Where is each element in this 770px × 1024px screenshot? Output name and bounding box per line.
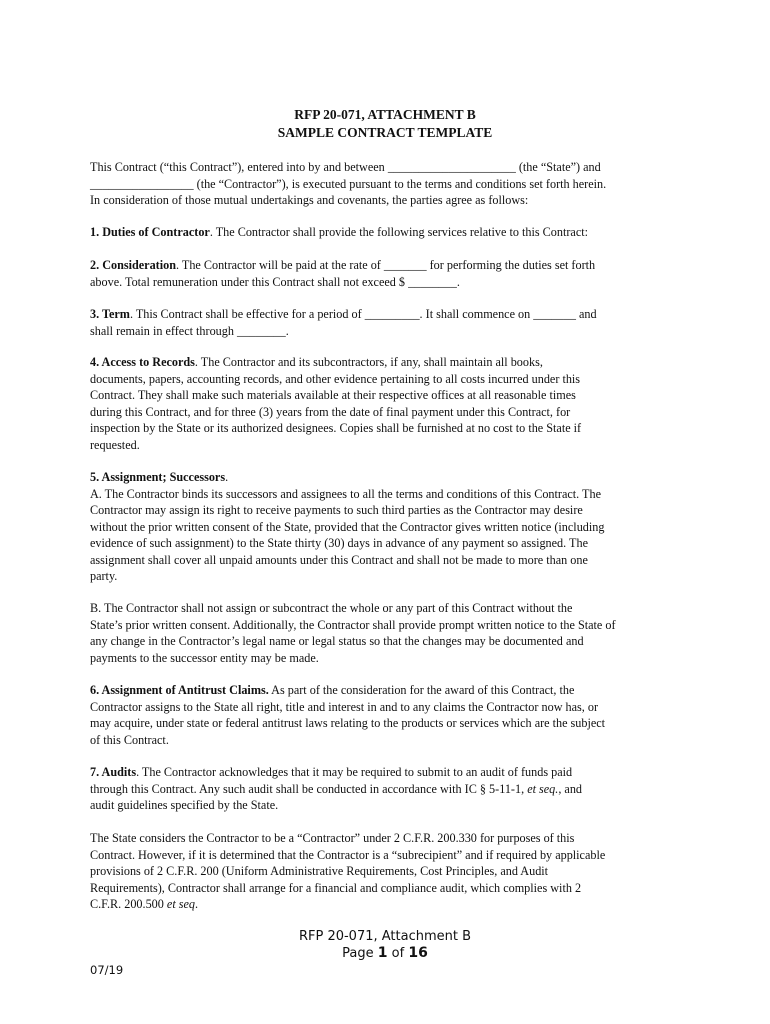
section-text: Contract. However, if it is determined that the Contractor is a “subrecipient” and if required by applicable [90,847,606,862]
section-heading: 4. Access to Records [90,355,195,369]
section-text: Contractor assigns to the State all right, title and interest in and to any claims the Contractor now has, or [90,699,599,714]
intro-line: In consideration of those mutual undertakings and covenants, the parties agree as follows: [90,193,529,207]
section-text: inspection by the State or its authorized designees. Copies shall be furnished at no cost to the State if [90,421,582,435]
section-heading: 6. Assignment of Antitrust Claims. [90,683,269,697]
revision-date: 07/19 [90,963,124,977]
section-5-assignment [90,469,680,585]
section-text: audit guidelines specified by the State. [90,798,279,812]
page-number [0,945,770,962]
section-text: The State considers the Contractor to be a “Contractor” under 2 C.F.R. 200.330 for purposes of this [90,831,575,845]
section-text: shall remain in effect through ________. [90,323,289,338]
section-2-consideration [90,257,680,290]
intro-paragraph [90,159,680,209]
section-text: As part of the consideration for the award of this Contract, the [268,683,575,697]
section-text: A. The Contractor binds its successors and assignees to all the terms and conditions of this Contract. The [90,486,601,501]
page-label: Page [342,946,378,961]
section-heading: 3. Term [90,307,130,321]
title-line-1: RFP 20-071, ATTACHMENT B [294,107,476,122]
section-text: . [225,470,229,484]
page-of-label: of [387,946,409,961]
section-text: requested. [90,437,140,452]
section-text: Requirements), Contractor shall arrange for a financial and compliance audit, which complies with 2 [90,880,582,895]
section-text: . The Contractor acknowledges that it may be required to submit to an audit of funds paid [136,765,573,779]
section-text: above. Total remuneration under this Contract shall not exceed $ ________. [90,274,460,289]
italic-citation: et seq. [527,781,559,796]
section-text: provisions of 2 C.F.R. 200 (Uniform Administrative Requirements, Cost Principles, and Audit [90,864,549,878]
section-4-access-to-records [90,354,680,453]
current-page: 1 [377,945,388,961]
section-text: . [195,897,199,911]
section-text: State’s prior written consent. Additionally, the Contractor shall provide prompt written notice to the State of [90,617,616,632]
section-heading: 5. Assignment; Successors [90,470,226,484]
section-text: . The Contractor shall provide the following services relative to this Contract: [209,225,588,239]
section-text: without the prior written consent of the State, provided that the Contractor gives written notice (including [90,519,605,534]
section-heading: 2. Consideration [90,258,176,272]
section-text: during this Contract, and for three (3) years from the date of final payment under this Contract, for [90,404,571,419]
section-text: Contractor may assign its right to receive payments to such third parties as the Contractor may desire [90,503,583,517]
section-6-antitrust [90,682,680,748]
section-heading: 7. Audits [90,765,137,779]
italic-citation: et seq [166,897,195,911]
section-text: C.F.R. 200.500 [90,897,167,911]
section-text: any change in the Contractor’s legal name or legal status so that the changes may be documented and [90,634,584,648]
section-text: assignment shall cover all unpaid amounts under this Contract and shall not be made to more than one [90,552,588,567]
section-7-audits [90,764,680,814]
section-5b-paragraph [90,600,680,666]
section-text: . This Contract shall be effective for a period of _________. It shall commence on _______ and [129,307,597,321]
document-title [0,106,770,142]
section-text: through this Contract. Any such audit shall be conducted in accordance with IC § 5-11-1, [90,781,528,796]
section-heading: 1. Duties of Contractor [90,225,210,239]
section-7-subrecipient-paragraph [90,830,680,913]
section-text: evidence of such assignment) to the State thirty (30) days in advance of any payment so assigned. The [90,536,588,550]
section-3-term [90,306,680,339]
section-text: . The Contractor will be paid at the rate of _______ for performing the duties set forth [176,258,596,272]
footer-title: RFP 20-071, Attachment B [298,929,472,944]
intro-line: _________________ (the “Contractor”), is executed pursuant to the terms and conditions set forth herein. [90,176,607,191]
section-text: Contract. They shall make such materials available at their respective offices at all reasonable times [90,388,576,402]
title-line-2: SAMPLE CONTRACT TEMPLATE [277,125,493,140]
section-text: party. [90,569,118,583]
section-text: B. The Contractor shall not assign or subcontract the whole or any part of this Contract without the [90,601,573,615]
intro-line: This Contract (“this Contract”), entered into by and between _____________________ (the “State”) and [90,160,601,174]
section-text: , and [558,781,583,796]
section-text: documents, papers, accounting records, and other evidence pertaining to all costs incurred under this [90,371,581,386]
section-1-duties [90,224,680,241]
section-text: payments to the successor entity may be made. [90,650,319,665]
section-text: of this Contract. [90,732,169,747]
section-text: . The Contractor and its subcontractors, if any, shall maintain all books, [194,355,543,369]
total-pages: 16 [408,945,428,961]
page-footer [0,928,770,962]
section-text: may acquire, under state or federal antitrust laws relating to the products or services which are the subject [90,716,606,730]
